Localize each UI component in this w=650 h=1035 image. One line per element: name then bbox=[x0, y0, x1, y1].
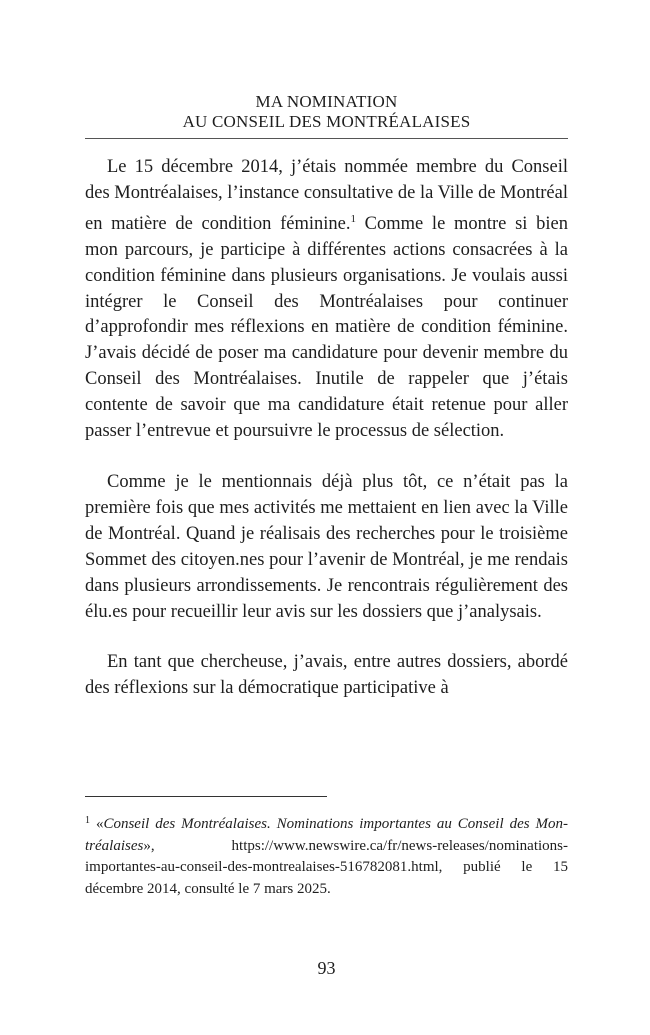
header-rule bbox=[85, 138, 568, 139]
footnote-open-quote: « bbox=[95, 816, 104, 832]
footnote-source-title: Conseil des Montréalaises. Nominations importantes au Conseil des Montréalaises bbox=[85, 816, 568, 854]
body-text bbox=[85, 155, 568, 702]
book-page bbox=[85, 0, 568, 1035]
footnote-source-details: », https://www.newswire.ca/fr/news-releases/nominations-importantes-au-conseil-des-montrealaises-516782081.html, publié le 15 décembre 2014, consulté le 7 mars 2025. bbox=[85, 837, 568, 897]
chapter-title-line-1: MA NOMINATION bbox=[255, 92, 398, 111]
footnote-separator bbox=[85, 796, 327, 797]
paragraph-1 bbox=[85, 155, 568, 445]
chapter-title bbox=[85, 92, 568, 132]
footnote bbox=[85, 810, 568, 900]
paragraph-1-end: Comme le montre si bien mon parcours, je participe à différentes actions consacrées à la condition féminine dans plusieurs organisations. Je voulais aussi intégrer le Conseil des Montréalaises pour continuer d’approfondir mes réflexions en matière de condition féminine. J’avais décidé de poser ma candidature pour devenir membre du Conseil des Montréalaises. Inutile de rappeler que j’étais contente de savoir que ma candidature était retenue pour aller passer l’entrevue et poursuivre le processus de sélection. bbox=[85, 213, 568, 442]
footnote-reference: 1 bbox=[350, 212, 356, 225]
chapter-title-line-2: AU CONSEIL DES MONTRÉALAISES bbox=[182, 112, 471, 131]
page-number: 93 bbox=[317, 958, 336, 978]
footnote-number: 1 bbox=[85, 815, 90, 826]
paragraph-1-start: Le 15 décembre 2014, j’étais nommée membre du Conseil des Montréalaises, l’instance consultative de la Ville de Montréal en matière de condition féminine. bbox=[85, 157, 568, 234]
paragraph-2: Comme je le mentionnais déjà plus tôt, ce n’était pas la première fois que mes activités me mettaient en lien avec la Ville de Montréal. Quand je réalisais des recherches pour le troisième Sommet des citoyen.nes pour l’avenir de Montréal, je me rendais dans plusieurs arrondissements. Je rencontrais régulièrement des élu.es pour recueillir leur avis sur les dossiers que j’analysais. bbox=[85, 471, 568, 622]
paragraph-3: En tant que chercheuse, j’avais, entre autres dossiers, abordé des réflexions sur la démocratique participative à bbox=[85, 652, 568, 699]
